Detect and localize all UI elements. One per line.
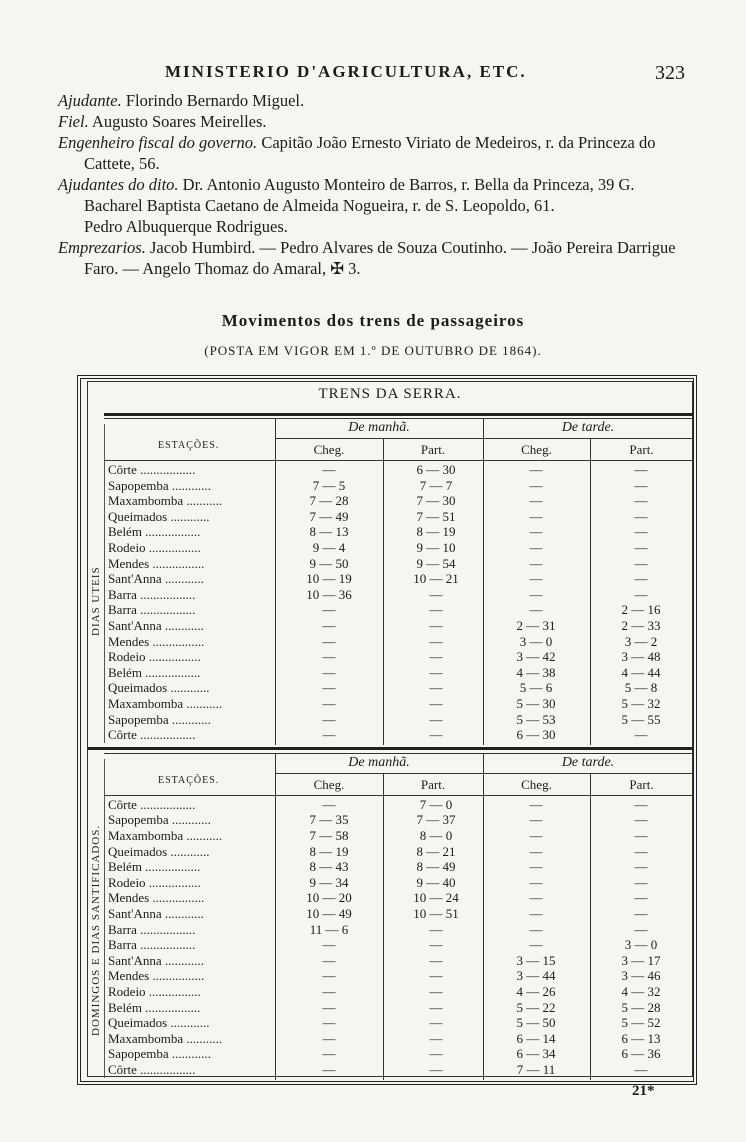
time-cell: 8 — 13 xyxy=(309,524,349,540)
time-cell: 3 — 17 xyxy=(621,952,661,968)
time-cell: — xyxy=(529,462,543,477)
entry-role: Engenheiro fiscal do governo. xyxy=(58,133,258,152)
table-row xyxy=(108,937,693,952)
time-cell: 5 — 52 xyxy=(621,1015,661,1031)
time-cell: — xyxy=(634,493,648,509)
table-row xyxy=(108,844,693,859)
time-cell: 7 — 37 xyxy=(416,812,456,828)
station-name: Queimados ............ xyxy=(108,508,210,524)
time-cell: — xyxy=(529,602,543,618)
table-row xyxy=(108,509,693,524)
time-cell: 4 — 32 xyxy=(621,984,661,999)
station-name: Barra ................. xyxy=(108,586,196,602)
station-name: Rodeio ................ xyxy=(108,874,201,890)
part-header: Part. xyxy=(629,442,654,457)
entry-text: Capitão João Ernesto Viriato de Medeiros, r. da Princeza do Cattete, 56. xyxy=(84,133,656,173)
time-cell: 6 — 36 xyxy=(621,1046,661,1062)
time-cell: — xyxy=(634,477,648,493)
table-row xyxy=(108,953,693,968)
table-row xyxy=(108,1062,693,1077)
time-cell: — xyxy=(529,906,543,921)
brace-line xyxy=(104,759,105,1078)
table-row xyxy=(108,649,693,664)
list-item xyxy=(58,216,708,237)
station-name: Sapopemba ............ xyxy=(108,477,211,493)
time-cell: 2 — 16 xyxy=(621,602,661,618)
station-name: Maxambomba ........... xyxy=(108,696,223,711)
posta-note: (POSTA EM VIGOR EM 1.º DE OUTUBRO DE 1864). xyxy=(204,343,542,358)
station-name: Maxambomba ........... xyxy=(108,1030,223,1046)
personnel-list xyxy=(58,90,708,279)
time-cell: — xyxy=(322,952,336,968)
station-name: Sapopemba ............ xyxy=(108,711,211,727)
entry-role: Fiel. xyxy=(58,112,89,131)
time-cell: 5 — 8 xyxy=(624,680,658,696)
time-cell: — xyxy=(634,540,648,555)
time-cell: — xyxy=(322,649,336,665)
time-cell: — xyxy=(634,828,648,843)
time-cell: — xyxy=(429,1015,443,1031)
time-cell: — xyxy=(634,890,648,906)
time-cell: 10 — 24 xyxy=(413,890,459,906)
part-header: Part. xyxy=(629,776,654,792)
station-name: Rodeio ................ xyxy=(108,540,201,555)
time-cell: — xyxy=(634,874,648,890)
station-name: Queimados ............ xyxy=(108,1015,210,1031)
station-name: Mendes ................ xyxy=(108,890,205,906)
time-cell: — xyxy=(429,984,443,999)
station-name: Maxambomba ........... xyxy=(108,828,223,843)
time-cell: — xyxy=(429,968,443,984)
time-cell: — xyxy=(429,727,443,743)
time-cell: — xyxy=(529,937,543,953)
time-cell: 7 — 7 xyxy=(419,477,453,493)
time-cell: — xyxy=(429,696,443,711)
section-divider xyxy=(88,747,693,750)
time-cell: — xyxy=(634,555,648,571)
time-cell: 9 — 54 xyxy=(416,555,456,571)
time-cell: 10 — 36 xyxy=(306,586,352,602)
time-cell: 3 — 0 xyxy=(519,633,553,649)
table-row xyxy=(108,493,693,508)
time-cell: — xyxy=(322,984,336,999)
list-item xyxy=(58,237,708,279)
time-cell: — xyxy=(429,1030,443,1046)
station-name: Côrte ................. xyxy=(108,1062,196,1077)
time-cell: 7 — 11 xyxy=(516,1062,556,1077)
time-cell: — xyxy=(322,727,336,743)
time-cell: — xyxy=(322,968,336,984)
period-rule xyxy=(275,438,693,439)
table-row xyxy=(108,859,693,874)
time-cell: — xyxy=(322,664,336,680)
time-cell: — xyxy=(529,586,543,602)
table-row xyxy=(108,797,693,812)
time-cell: — xyxy=(322,462,336,477)
time-cell: — xyxy=(634,462,648,477)
time-cell: — xyxy=(322,696,336,711)
time-cell: 7 — 58 xyxy=(309,828,349,843)
time-cell: — xyxy=(529,890,543,906)
time-cell: — xyxy=(529,874,543,890)
time-cell: — xyxy=(322,1015,336,1031)
time-cell: 4 — 38 xyxy=(516,664,556,680)
period-afternoon: De tarde. xyxy=(561,754,615,770)
table-row xyxy=(108,1015,693,1030)
table-row xyxy=(108,540,693,555)
table-row xyxy=(108,812,693,827)
time-cell: 5 — 6 xyxy=(519,680,553,696)
time-cell: — xyxy=(429,937,443,953)
time-cell: — xyxy=(529,571,543,587)
page-title: MINISTERIO D'AGRICULTURA, ETC. xyxy=(165,62,527,81)
time-cell: — xyxy=(322,1062,336,1077)
time-cell: — xyxy=(529,812,543,828)
table-row xyxy=(108,1031,693,1046)
station-name: Belém ................. xyxy=(108,859,201,875)
time-cell: 2 — 33 xyxy=(621,618,661,633)
station-name: Barra ................. xyxy=(108,921,196,937)
station-name: Mendes ................ xyxy=(108,633,205,649)
time-cell: — xyxy=(322,1030,336,1046)
time-cell: — xyxy=(429,999,443,1015)
time-cell: — xyxy=(529,828,543,843)
table-row xyxy=(108,828,693,843)
time-cell: — xyxy=(634,571,648,587)
entry-role: Emprezarios. xyxy=(58,238,146,257)
time-cell: — xyxy=(429,711,443,727)
time-cell: — xyxy=(634,812,648,828)
list-item xyxy=(58,132,708,174)
table-row xyxy=(108,634,693,649)
time-cell: — xyxy=(529,493,543,509)
time-cell: 7 — 5 xyxy=(312,477,346,493)
time-cell: — xyxy=(634,906,648,921)
time-cell: — xyxy=(322,680,336,696)
time-cell: — xyxy=(429,664,443,680)
table-row xyxy=(108,680,693,695)
period-rule xyxy=(275,773,693,774)
time-cell: 6 — 13 xyxy=(621,1030,661,1046)
period-afternoon: De tarde. xyxy=(561,420,615,435)
time-cell: 8 — 21 xyxy=(416,843,456,859)
time-cell: 7 — 30 xyxy=(416,493,456,509)
time-cell: 7 — 0 xyxy=(419,796,453,812)
time-cell: — xyxy=(429,586,443,602)
station-name: Sant'Anna ............ xyxy=(108,571,204,587)
time-cell: 4 — 26 xyxy=(516,984,556,999)
station-name: Sant'Anna ............ xyxy=(108,618,204,633)
entry-text: Bacharel Baptista Caetano de Almeida Nogueira, r. de S. Leopoldo, 61. xyxy=(84,196,555,215)
time-cell: 5 — 32 xyxy=(621,696,661,711)
station-name: Rodeio ................ xyxy=(108,984,201,999)
time-cell: 5 — 53 xyxy=(516,711,556,727)
time-cell: 10 — 19 xyxy=(306,571,352,587)
time-cell: 3 — 15 xyxy=(516,952,556,968)
table-row xyxy=(108,1046,693,1061)
station-name: Mendes ................ xyxy=(108,968,205,984)
part-header: Part. xyxy=(420,442,446,457)
time-cell: 7 — 35 xyxy=(309,812,349,828)
station-name: Côrte ................. xyxy=(108,727,196,743)
station-name: Sapopemba ............ xyxy=(108,1046,211,1062)
station-name: Sant'Anna ............ xyxy=(108,906,204,921)
time-cell: 10 — 49 xyxy=(306,906,352,921)
time-cell: — xyxy=(322,602,336,618)
cheg-header: Cheg. xyxy=(521,442,552,457)
table-row xyxy=(108,618,693,633)
time-cell: — xyxy=(322,711,336,727)
time-cell: 9 — 34 xyxy=(309,874,349,890)
time-cell: — xyxy=(322,796,336,812)
list-item xyxy=(58,195,708,216)
entry-text: Pedro Albuquerque Rodrigues. xyxy=(84,217,288,236)
table-row xyxy=(108,696,693,711)
time-cell: 5 — 28 xyxy=(621,999,661,1015)
time-cell: — xyxy=(529,508,543,524)
time-cell: 5 — 30 xyxy=(516,696,556,711)
time-cell: 5 — 55 xyxy=(621,711,661,727)
entry-text: Dr. Antonio Augusto Monteiro de Barros, r. Bella da Princeza, 39 G. xyxy=(182,175,635,194)
time-cell: 7 — 49 xyxy=(309,508,349,524)
time-cell: 6 — 14 xyxy=(516,1030,556,1046)
table-row xyxy=(108,587,693,602)
time-cell: — xyxy=(529,540,543,555)
table-row xyxy=(108,968,693,983)
time-cell: 8 — 19 xyxy=(416,524,456,540)
time-cell: 6 — 30 xyxy=(416,462,456,477)
time-cell: — xyxy=(634,508,648,524)
section-title: Movimentos dos trens de passageiros xyxy=(221,311,525,330)
time-cell: 3 — 0 xyxy=(624,937,658,953)
time-cell: — xyxy=(634,796,648,812)
cheg-header: Cheg. xyxy=(521,776,552,792)
time-cell: — xyxy=(429,1062,443,1077)
time-cell: 10 — 20 xyxy=(306,890,352,906)
station-name: Belém ................. xyxy=(108,664,201,680)
station-name: Belém ................. xyxy=(108,524,201,540)
period-morning: De manhã. xyxy=(348,754,410,770)
time-cell: 3 — 2 xyxy=(624,633,658,649)
time-cell: 10 — 51 xyxy=(413,906,459,921)
time-cell: — xyxy=(529,859,543,875)
table-row xyxy=(108,556,693,571)
time-cell: — xyxy=(529,555,543,571)
time-cell: 9 — 50 xyxy=(309,555,349,571)
station-name: Barra ................. xyxy=(108,937,196,953)
header-rule xyxy=(104,460,693,461)
time-cell: 8 — 0 xyxy=(419,828,453,843)
table-row xyxy=(108,571,693,586)
time-cell: — xyxy=(634,727,648,743)
table-row xyxy=(108,984,693,999)
time-cell: — xyxy=(529,796,543,812)
entry-text: Jacob Humbird. — Pedro Alvares de Souza Coutinho. — João Pereira Darrigue Faro. — Angelo Thomaz do Amaral, ✠ 3. xyxy=(84,238,676,278)
title-rule xyxy=(104,413,693,416)
table-row xyxy=(108,665,693,680)
page-number: 323 xyxy=(655,62,685,84)
time-cell: — xyxy=(634,843,648,859)
time-cell: 5 — 22 xyxy=(516,999,556,1015)
time-cell: — xyxy=(529,921,543,937)
time-cell: — xyxy=(529,524,543,540)
table-title: TRENS DA SERRA. xyxy=(318,386,462,402)
cheg-header: Cheg. xyxy=(313,776,345,792)
list-item xyxy=(58,90,708,111)
station-name: Queimados ............ xyxy=(108,843,210,859)
brace-line xyxy=(104,424,105,743)
header-rule xyxy=(104,795,693,796)
time-cell: — xyxy=(322,633,336,649)
time-cell: 3 — 42 xyxy=(516,649,556,665)
entry-text: Augusto Soares Meirelles. xyxy=(91,112,267,131)
time-cell: — xyxy=(634,1062,648,1077)
station-name: Belém ................. xyxy=(108,999,201,1015)
time-cell: 8 — 49 xyxy=(416,859,456,875)
station-name: Barra ................. xyxy=(108,602,196,618)
table-row xyxy=(108,727,693,742)
time-cell: 3 — 48 xyxy=(621,649,661,665)
station-name: Sapopemba ............ xyxy=(108,812,211,828)
time-cell: 7 — 28 xyxy=(309,493,349,509)
station-name: Rodeio ................ xyxy=(108,649,201,665)
time-cell: — xyxy=(322,999,336,1015)
table-row xyxy=(108,462,693,477)
table-row xyxy=(108,906,693,921)
time-cell: — xyxy=(634,859,648,875)
time-cell: — xyxy=(429,602,443,618)
table-rule xyxy=(104,753,693,754)
time-cell: 6 — 34 xyxy=(516,1046,556,1062)
station-name: Côrte ................. xyxy=(108,462,196,477)
station-name: Maxambomba ........... xyxy=(108,493,223,509)
station-name: Mendes ................ xyxy=(108,555,205,571)
estacoes-header: ESTAÇÕES. xyxy=(158,440,220,451)
time-cell: 7 — 51 xyxy=(416,508,456,524)
weekday-label: DIAS UTEIS xyxy=(90,566,102,637)
time-cell: 6 — 30 xyxy=(516,727,556,743)
station-name: Sant'Anna ............ xyxy=(108,952,204,968)
time-cell: 5 — 50 xyxy=(516,1015,556,1031)
part-header: Part. xyxy=(420,776,446,792)
time-cell: — xyxy=(322,1046,336,1062)
time-cell: 3 — 46 xyxy=(621,968,661,984)
entry-role: Ajudantes do dito. xyxy=(58,175,179,194)
signature-mark: 21* xyxy=(632,1083,655,1099)
entry-text: Florindo Bernardo Miguel. xyxy=(125,91,305,110)
station-name: Queimados ............ xyxy=(108,680,210,696)
time-cell: 10 — 21 xyxy=(413,571,459,587)
estacoes-header: ESTAÇÕES. xyxy=(158,774,220,786)
time-cell: 4 — 44 xyxy=(621,664,661,680)
time-cell: — xyxy=(634,586,648,602)
time-cell: — xyxy=(429,633,443,649)
period-morning: De manhã. xyxy=(348,420,410,435)
time-cell: 11 — 6 xyxy=(309,921,349,937)
table-rule xyxy=(104,418,693,419)
time-cell: — xyxy=(634,524,648,540)
holiday-label: DOMINGOS E DIAS SANTIFICADOS. xyxy=(90,824,102,1036)
time-cell: — xyxy=(429,680,443,696)
entry-role: Ajudante. xyxy=(58,91,122,110)
table-row xyxy=(108,875,693,890)
table-row xyxy=(108,712,693,727)
time-cell: — xyxy=(429,921,443,937)
time-cell: — xyxy=(529,477,543,493)
time-cell: — xyxy=(429,649,443,665)
time-cell: — xyxy=(429,952,443,968)
time-cell: 2 — 31 xyxy=(516,618,556,633)
time-cell: 3 — 44 xyxy=(516,968,556,984)
time-cell: — xyxy=(529,843,543,859)
table-row xyxy=(108,922,693,937)
table-row xyxy=(108,890,693,905)
page-header xyxy=(0,62,746,86)
cheg-header: Cheg. xyxy=(313,442,345,457)
list-item xyxy=(58,111,708,132)
station-name: Côrte ................. xyxy=(108,796,196,812)
time-cell: — xyxy=(429,618,443,633)
list-item xyxy=(58,174,708,195)
time-cell: — xyxy=(634,921,648,937)
time-cell: — xyxy=(429,1046,443,1062)
time-cell: — xyxy=(322,937,336,953)
table-row xyxy=(108,602,693,617)
table-row xyxy=(108,524,693,539)
time-cell: — xyxy=(322,618,336,633)
table-row xyxy=(108,478,693,493)
time-cell: 8 — 43 xyxy=(309,859,349,875)
time-cell: 8 — 19 xyxy=(309,843,349,859)
time-cell: 9 — 40 xyxy=(416,874,456,890)
table-row xyxy=(108,1000,693,1015)
time-cell: 9 — 10 xyxy=(416,540,456,555)
time-cell: 9 — 4 xyxy=(312,540,346,555)
